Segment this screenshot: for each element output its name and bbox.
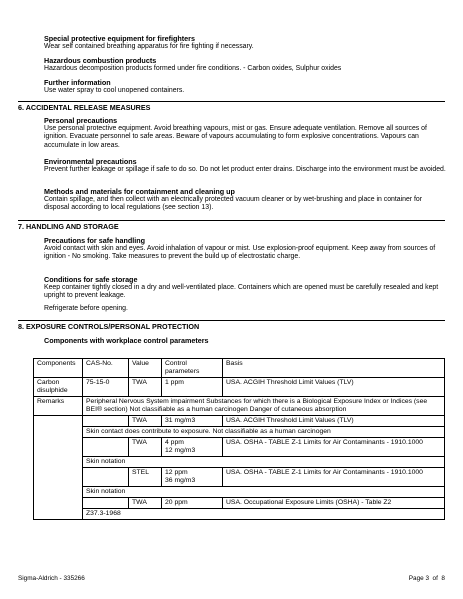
value-cell: TWA	[129, 378, 162, 397]
safe-handling-heading: Precautions for safe handling	[44, 236, 146, 245]
remarks-row	[34, 457, 445, 468]
environmental-precautions-heading: Environmental precautions	[44, 157, 137, 166]
section-8-rule	[18, 320, 445, 321]
component-name: Carbon disulphide	[34, 378, 83, 397]
basis-cell: USA. ACGIH Threshold Limit Values (TLV)	[223, 416, 445, 427]
table-row	[34, 468, 445, 487]
footer-page-number: Page 3 of 8	[408, 575, 445, 582]
further-info-text: Use water spray to cool unopened containers.	[44, 87, 185, 94]
param-cell: 4 ppm 12 mg/m3	[162, 438, 223, 457]
personal-precautions-heading: Personal precautions	[44, 116, 118, 125]
param-cell: 1 ppm	[162, 378, 223, 397]
combustion-heading: Hazardous combustion products	[44, 56, 157, 65]
methods-text: Contain spillage, and then collect with an electrically protected vacuum cleaner or by wet-brushing and place in container for disposal according to local regulations (see section 13).	[44, 196, 423, 212]
value-cell: TWA	[129, 416, 162, 427]
cas-number: 75-15-0	[83, 378, 129, 397]
section-7-rule	[18, 220, 445, 221]
basis-cell: USA. OSHA - TABLE Z-1 Limits for Air Contaminants - 1910.1000	[223, 438, 445, 457]
header-components: Components	[34, 359, 83, 378]
table-header-row	[34, 359, 445, 378]
basis-cell: USA. Occupational Exposure Limits (OSHA) - Table Z2	[223, 498, 445, 509]
remarks-row	[34, 487, 445, 498]
section-6-title: 6. ACCIDENTAL RELEASE MEASURES	[18, 103, 151, 112]
safe-handling-text: Avoid contact with skin and eyes. Avoid inhalation of vapour or mist. Use explosion-proof equipment. Keep away from sources of ignition - No smoking. Take measures to prevent the build up of electrostatic charge.	[44, 245, 436, 261]
personal-precautions-text: Use personal protective equipment. Avoid breathing vapours, mist or gas. Ensure adequate ventilation. Remove all sources of ignition. Evacuate personnel to safe areas. Beware of vapours accumulating to form explosive concentrations. Vapours can accumulate in low areas.	[44, 125, 427, 149]
table-row	[34, 498, 445, 509]
param-cell: 31 mg/m3	[162, 416, 223, 427]
table-row	[34, 438, 445, 457]
remarks-row	[34, 427, 445, 438]
remarks-row	[34, 509, 445, 520]
table-row	[34, 378, 445, 397]
value-cell: TWA	[129, 498, 162, 509]
control-parameters-table	[33, 358, 445, 520]
footer-left: Sigma-Aldrich - 335266	[18, 575, 85, 582]
section-6-rule	[18, 101, 445, 102]
combustion-text: Hazardous decomposition products formed under fire conditions. - Carbon oxides, Sulphur oxides	[44, 65, 342, 72]
basis-cell: USA. OSHA - TABLE Z-1 Limits for Air Contaminants - 1910.1000	[223, 468, 445, 487]
remark-cell: Skin contact does contribute to exposure. Not classifiable as a human carcinogen	[83, 427, 445, 438]
further-info-heading: Further information	[44, 78, 111, 87]
basis-cell: USA. ACGIH Threshold Limit Values (TLV)	[223, 378, 445, 397]
remark-cell: Skin notation	[83, 457, 445, 468]
firefighters-text: Wear self contained breathing apparatus for fire fighting if necessary.	[44, 43, 254, 50]
remarks-label: Remarks	[34, 397, 83, 416]
header-basis: Basis	[223, 359, 445, 378]
value-cell: TWA	[129, 438, 162, 457]
param-cell: 12 ppm 36 mg/m3	[162, 468, 223, 487]
table-row	[34, 416, 445, 427]
methods-heading: Methods and materials for containment and cleaning up	[44, 187, 235, 196]
firefighters-heading: Special protective equipment for firefighters	[44, 34, 195, 43]
safe-storage-text: Keep container tightly closed in a dry and well-ventilated place. Containers which are opened must be carefully resealed and kept upright to prevent leakage.	[44, 284, 439, 300]
value-cell: STEL	[129, 468, 162, 487]
section-8-title: 8. EXPOSURE CONTROLS/PERSONAL PROTECTION	[18, 322, 200, 331]
header-value: Value	[129, 359, 162, 378]
param-cell: 20 ppm	[162, 498, 223, 509]
header-control-parameters: Control parameters	[162, 359, 223, 378]
refrigerate-text: Refrigerate before opening.	[44, 305, 128, 312]
safe-storage-heading: Conditions for safe storage	[44, 275, 138, 284]
components-heading: Components with workplace control parameters	[44, 336, 209, 345]
section-7-title: 7. HANDLING AND STORAGE	[18, 222, 119, 231]
header-cas-no: CAS-No.	[83, 359, 129, 378]
remark-cell: Peripheral Nervous System impairment Substances for which there is a Biological Exposure Index or Indices (see BEI® section) Not classifiable as a human carcinogen Danger of cutaneous absorption	[83, 397, 445, 416]
remark-cell: Skin notation	[83, 487, 445, 498]
environmental-precautions-text: Prevent further leakage or spillage if safe to do so. Do not let product enter drains. Discharge into the environment must be avoided.	[44, 166, 446, 173]
remarks-row	[34, 397, 445, 416]
remark-cell: Z37.3-1968	[83, 509, 445, 520]
